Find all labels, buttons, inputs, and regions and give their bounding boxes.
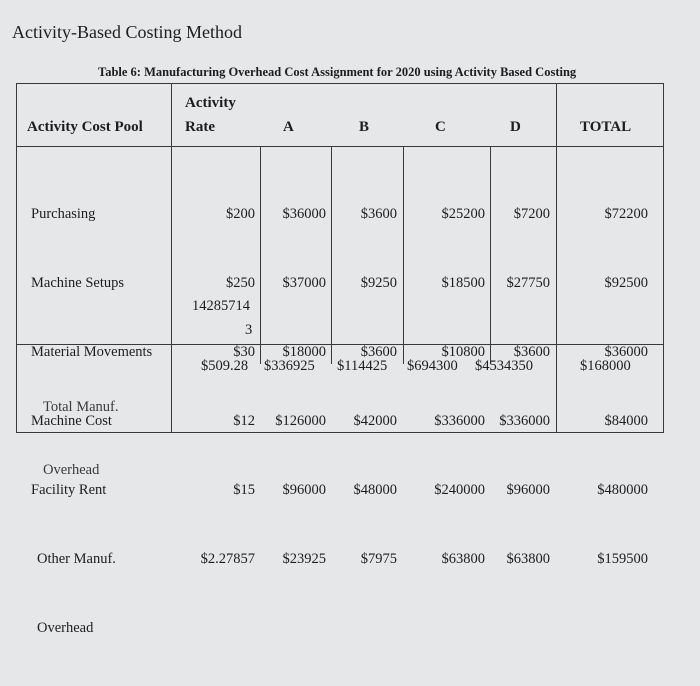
rate-value: $2.27857 [200,551,255,567]
pool-label: Facility Rent [31,482,107,498]
cell-b: $9250 [360,275,397,291]
cell-b: $48000 [353,482,397,498]
column-total [562,157,648,617]
column-c [405,157,485,617]
rate-continued: 3 [245,322,253,338]
header-a: A [283,119,294,135]
column-divider [556,84,557,432]
pool-label: Machine Cost [31,413,112,429]
column-d [493,157,550,617]
cell-d: $63800 [506,551,550,567]
pool-label: Material Movements [31,344,153,360]
pool-label: Other Manuf. [37,551,116,567]
cell-c: $10800 [441,344,485,360]
header-b: B [359,119,370,135]
column-divider [490,146,491,364]
page-title: Activity-Based Costing Method [12,22,242,42]
cell-d: $3600 [513,344,550,360]
header-d: D [510,119,521,135]
header-divider [17,146,663,147]
pool-label: Purchasing [31,206,96,222]
cell-c: $18500 [441,275,485,291]
rate-value: $15 [233,482,255,498]
cell-total: $84000 [604,413,648,429]
cell-total: $92500 [604,275,648,291]
total-c: $694300 [407,358,458,374]
cell-b: $7975 [360,551,397,567]
column-divider [171,84,172,432]
pool-label: Machine Setups [31,275,125,291]
table-caption: Table 6: Manufacturing Overhead Cost Assignment for 2020 using Activity Based Costing [98,65,577,79]
rate-value: $250 [226,275,255,291]
total-b: $114425 [337,358,388,374]
header-activity: Activity [185,95,236,111]
total-label-line: Overhead [43,462,100,478]
cell-a: $37000 [282,275,326,291]
total-d: $4534350 [475,358,533,374]
total-a: $336925 [264,358,315,374]
cell-b: $3600 [360,344,397,360]
cell-c: $25200 [441,206,485,222]
cell-d: $96000 [506,482,550,498]
column-divider [403,146,404,364]
cell-a: $36000 [282,206,326,222]
cell-d: $27750 [506,275,550,291]
column-divider [260,146,261,364]
cell-a: $23925 [282,551,326,567]
cell-total: $72200 [604,206,648,222]
cell-c: $336000 [434,413,485,429]
cell-total: $480000 [597,482,648,498]
cell-b: $3600 [360,206,397,222]
rate-column [177,157,255,617]
column-divider [331,146,332,364]
column-a [263,157,326,617]
cell-d: $7200 [513,206,550,222]
total-rate: $509.28 [201,358,249,374]
cell-c: $240000 [434,482,485,498]
pool-label: Overhead [37,620,94,636]
cost-assignment-table [16,83,664,636]
total-label-line: Total Manuf. [43,399,119,415]
total-total: $168000 [580,358,631,374]
cell-d: $336000 [499,413,550,429]
cell-total: $159500 [597,551,648,567]
cell-a: $126000 [275,413,326,429]
header-total: TOTAL [580,119,632,135]
cell-c: $63800 [441,551,485,567]
header-activity-cost-pool: Activity Cost Pool [27,119,143,135]
total-row-label [43,355,119,523]
header-rate: Rate [185,119,215,135]
rate-value: $12 [233,413,255,429]
header-c: C [435,119,446,135]
rate-continued: 14285714 [192,298,250,314]
cell-a: $96000 [282,482,326,498]
cell-total: $36000 [604,344,648,360]
column-b [333,157,397,617]
cell-a: $18000 [282,344,326,360]
rate-value: $30 [233,344,255,360]
cell-b: $42000 [353,413,397,429]
rate-value: $200 [226,206,255,222]
